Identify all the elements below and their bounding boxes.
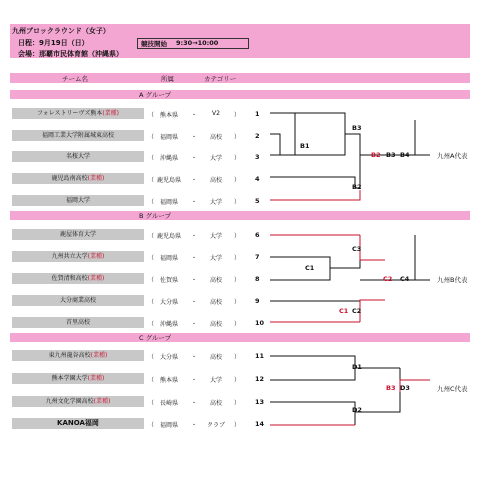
match-label: B2 [352,183,362,191]
paren-open: （ [148,377,155,384]
separator-dot: ・ [190,277,197,284]
match-label: C1 [339,307,349,315]
team-category: 高校 [209,321,222,328]
paren-close: ） [234,134,241,141]
paren-close: ） [234,199,241,206]
team-name: 名桜大学 [65,153,90,160]
paren-close: ） [234,177,241,184]
team-prefecture: 福岡県 [159,255,178,262]
seed-number: 3 [255,153,260,161]
match-label: C4 [400,275,410,283]
paren-close: ） [234,321,241,328]
match-label: B3 [386,151,396,159]
team-name: 東九州龍谷高校 [48,352,91,359]
bracket-line [270,177,355,188]
separator-dot: ・ [190,155,197,162]
team-name: 首里高校 [65,319,90,326]
paren-close: ） [234,255,241,262]
team-name: 鹿屋体育大学 [59,231,96,238]
seed-number: 5 [255,197,260,205]
team-category: 大学 [209,377,222,384]
separator-dot: ・ [190,112,197,119]
team-name: 熊本学園大学 [51,375,88,382]
event-date: 日程：9月19日（日） [18,39,89,47]
seed-number: 14 [255,420,265,428]
bracket-line-winner [360,300,385,322]
seed-number: 11 [255,352,265,360]
match-label: D1 [352,363,362,371]
team-name: 九州文化学園高校 [45,398,94,405]
start-label: 競技開始 [141,40,167,48]
paren-open: （ [148,277,155,284]
match-label: B2 [371,151,381,159]
paren-open: （ [148,422,155,429]
team-prefecture: 長崎県 [159,400,178,407]
bracket-line [270,402,355,425]
team-prefecture: 福岡県 [159,199,178,206]
team-category: 高校 [209,177,222,184]
paren-open: （ [148,321,155,328]
seed-number: 7 [255,253,260,261]
match-label: B1 [300,142,310,150]
bracket-line-winner [270,190,360,200]
seed-number: 9 [255,297,260,305]
bracket-line-winner [360,235,385,260]
paren-open: （ [148,233,155,240]
match-label: C3 [352,245,362,253]
separator-dot: ・ [190,422,197,429]
paren-close: ） [234,277,241,284]
seed-number: 12 [255,375,265,383]
group-c-label: C グループ [139,334,172,342]
seed-number: 1 [255,110,260,118]
group-c-representative: 九州C代表 [437,385,468,393]
seed-mark: (業種) [102,110,120,117]
seed-number: 2 [255,132,260,140]
column-pref: 所属 [161,75,174,83]
team-category: 大学 [209,155,222,162]
match-label: B4 [400,151,410,159]
separator-dot: ・ [190,199,197,206]
team-prefecture: 鹿児島県 [156,233,181,240]
seed-mark: (業種) [87,375,105,382]
separator-dot: ・ [190,255,197,262]
match-label: D3 [400,384,410,392]
team-category: V2 [212,110,220,117]
paren-open: （ [148,354,155,361]
seed-mark: (業種) [93,398,111,405]
team-category: 大学 [209,233,222,240]
team-prefecture: 大分県 [159,354,178,361]
paren-open: （ [148,255,155,262]
paren-close: ） [234,299,241,306]
team-prefecture: 沖縄県 [159,321,178,328]
event-venue: 会場：那覇市民体育館（沖縄県） [18,50,123,58]
column-team: チーム名 [62,75,88,83]
bracket-line [360,235,415,280]
match-label: C2 [352,307,362,315]
team-category: クラブ [206,422,225,429]
separator-dot: ・ [190,354,197,361]
match-label: C1 [305,264,315,272]
match-label: C2 [383,275,393,283]
seed-number: 6 [255,231,260,239]
seed-number: 4 [255,175,260,183]
paren-open: （ [148,299,155,306]
bracket-line [270,257,330,280]
paren-open: （ [148,134,155,141]
start-time: 9:30→10:00 [176,39,219,47]
team-category: 高校 [209,277,222,284]
separator-dot: ・ [190,177,197,184]
team-name: 福岡大学 [65,197,90,204]
bracket-line [270,134,295,155]
group-a-label: A グループ [139,91,171,99]
team-category: 高校 [209,354,222,361]
paren-close: ） [234,112,241,119]
team-prefecture: 沖縄県 [159,155,178,162]
seed-number: 8 [255,275,260,283]
team-prefecture: 鹿児島県 [156,177,181,184]
team-name: 九州共立大学 [51,253,88,260]
team-prefecture: 熊本県 [159,112,178,119]
paren-close: ） [234,354,241,361]
team-category: 大学 [209,199,222,206]
column-category: カテゴリー [204,75,237,83]
seed-mark: (業種) [87,253,105,260]
seed-mark: (業種) [87,175,105,182]
team-name: 佐賀清和高校 [51,275,88,282]
seed-number: 13 [255,398,265,406]
team-prefecture: 熊本県 [159,377,178,384]
paren-close: ） [234,377,241,384]
team-name: 福岡工業大学附属城東高校 [41,132,114,139]
separator-dot: ・ [190,299,197,306]
match-label: B3 [352,124,362,132]
team-prefecture: 福岡県 [159,134,178,141]
bracket-line [415,120,430,155]
bracket-line [270,356,355,380]
page-title: 九州ブロックラウンド（女子） [12,27,110,35]
separator-dot: ・ [190,400,197,407]
seed-number: 10 [255,319,265,327]
paren-open: （ [148,177,155,184]
separator-dot: ・ [190,321,197,328]
group-b-label: B グループ [139,212,172,220]
team-name: 大分商業高校 [59,297,96,304]
team-prefecture: 福岡県 [159,422,178,429]
paren-open: （ [148,112,155,119]
paren-open: （ [148,199,155,206]
group-b-representative: 九州B代表 [437,276,468,284]
team-category: 高校 [209,299,222,306]
separator-dot: ・ [190,134,197,141]
team-name: KANOA福岡 [57,419,99,427]
separator-dot: ・ [190,233,197,240]
team-prefecture: 大分県 [159,299,178,306]
team-prefecture: 佐賀県 [159,277,178,284]
team-category: 大学 [209,255,222,262]
paren-close: ） [234,422,241,429]
paren-close: ） [234,155,241,162]
separator-dot: ・ [190,377,197,384]
paren-open: （ [148,155,155,162]
paren-close: ） [234,233,241,240]
paren-open: （ [148,400,155,407]
match-label: D2 [352,406,362,414]
bracket-line [345,134,360,155]
paren-close: ） [234,400,241,407]
seed-mark: (業種) [90,352,108,359]
seed-mark: (業種) [87,275,105,282]
team-category: 高校 [209,400,222,407]
team-category: 高校 [209,134,222,141]
team-name: 鹿児島南高校 [51,175,88,182]
match-label: B3 [386,384,396,392]
team-name: フォレストリーヴズ熊本 [36,110,103,117]
group-a-representative: 九州A代表 [437,152,468,160]
